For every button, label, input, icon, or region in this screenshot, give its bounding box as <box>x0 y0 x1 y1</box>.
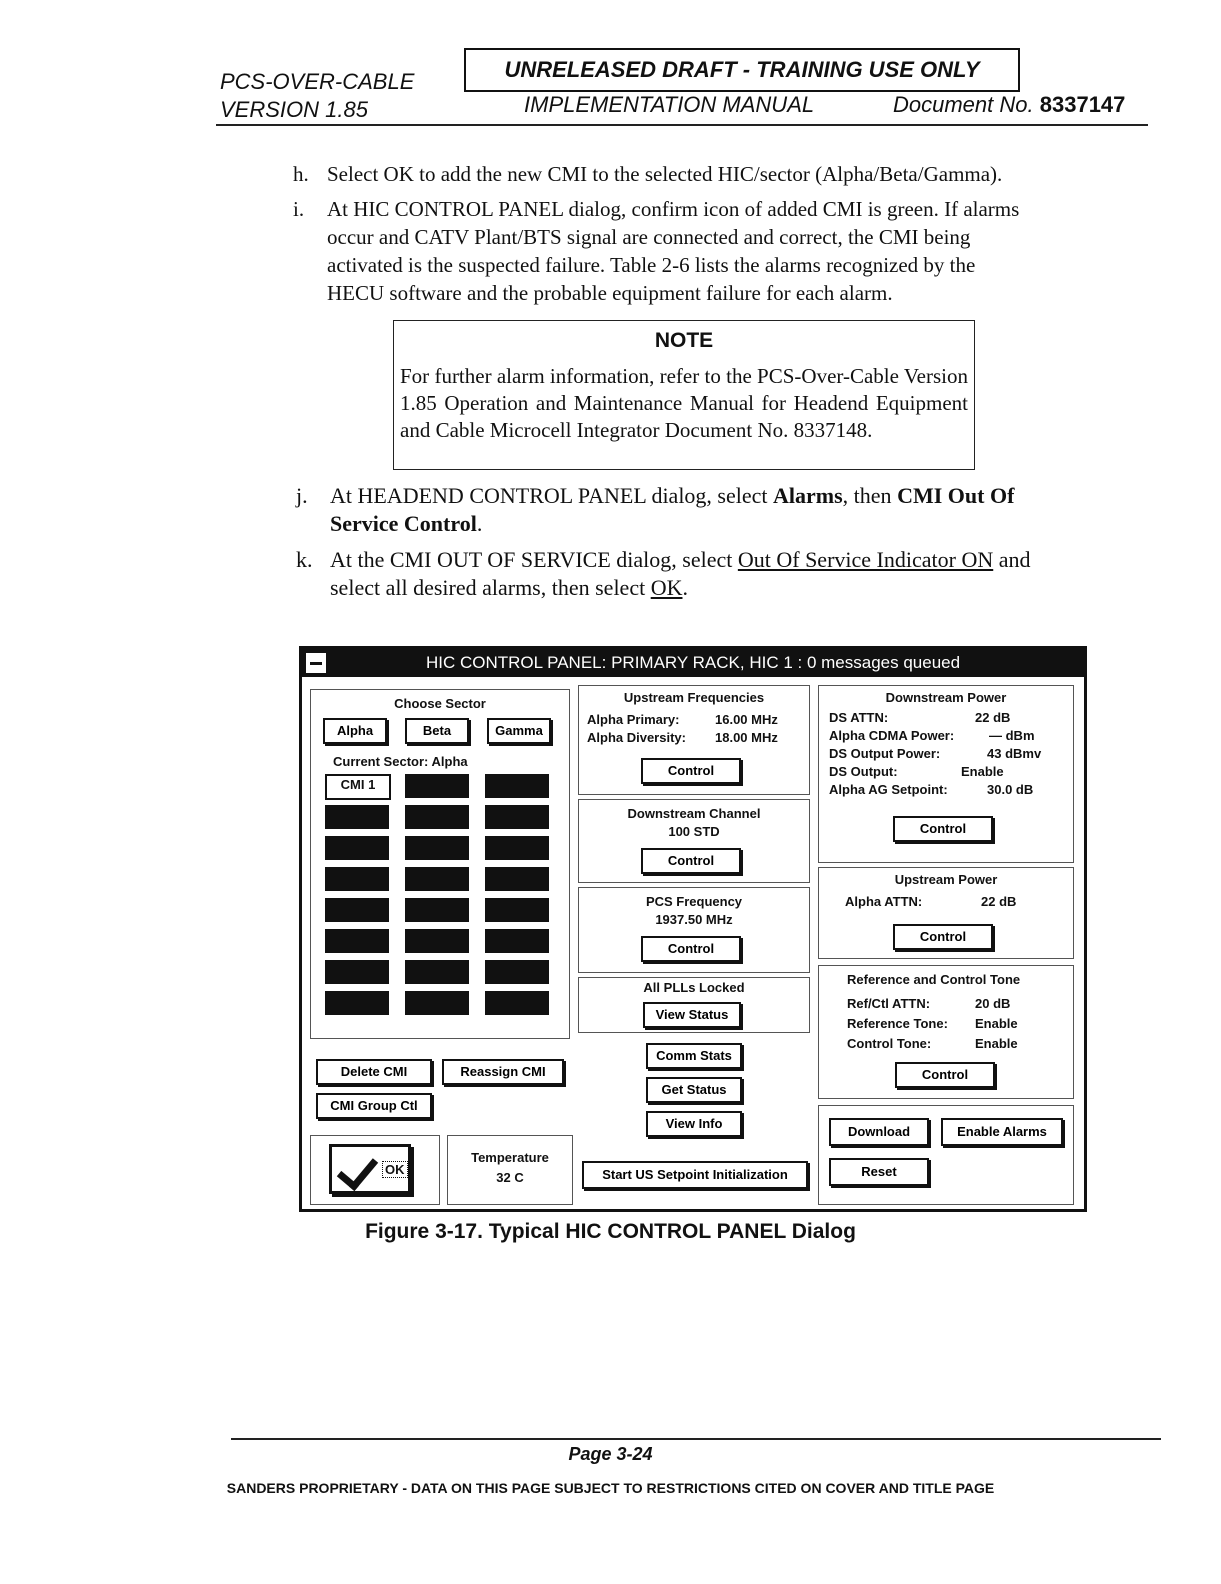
reset-button[interactable]: Reset <box>829 1158 929 1186</box>
ds-output-value: Enable <box>961 764 1004 779</box>
downstream-channel-title: Downstream Channel <box>627 806 761 821</box>
comm-stats-button[interactable]: Comm Stats <box>646 1043 742 1069</box>
cmi-slot[interactable] <box>325 898 389 922</box>
enable-alarms-button[interactable]: Enable Alarms <box>941 1118 1063 1146</box>
cmi-slot[interactable] <box>485 805 549 829</box>
ref-ctl-attn-value: 20 dB <box>975 996 1011 1011</box>
ds-output-label: DS Output: <box>829 764 898 779</box>
sector-alpha-button[interactable]: Alpha <box>323 718 387 744</box>
cmi-slot[interactable] <box>405 991 469 1015</box>
cmi-slot[interactable] <box>405 867 469 891</box>
note-body: For further alarm information, refer to the PCS-Over-Cable Version 1.85 Operation and Maintenance Manual for Headend Equipment and Cable Microcell Integrator Document No. 8337148. <box>400 364 968 442</box>
upstream-power-title: Upstream Power <box>894 872 998 887</box>
step-text: Select OK to add the new CMI to the selected HIC/sector (Alpha/Beta/Gamma). <box>327 162 1003 186</box>
step-k <box>296 546 1150 602</box>
step-label: i. <box>293 197 305 221</box>
draft-banner: UNRELEASED DRAFT - TRAINING USE ONLY <box>464 48 1020 92</box>
checkmark-icon <box>337 1148 378 1191</box>
ds-attn-value: 22 dB <box>975 710 1011 725</box>
cmi-slot[interactable] <box>485 929 549 953</box>
sector-beta-button[interactable]: Beta <box>405 718 469 744</box>
pcs-frequency-value: 1937.50 MHz <box>655 912 733 927</box>
upstream-frequencies-panel <box>578 685 810 795</box>
footer-rule <box>231 1438 1161 1440</box>
header-rule <box>216 124 1148 126</box>
cmi-slot[interactable] <box>485 774 549 798</box>
hic-control-panel-dialog <box>299 646 1087 1212</box>
alpha-diversity-label: Alpha Diversity: <box>587 730 686 745</box>
ds-output-power-label: DS Output Power: <box>829 746 941 761</box>
step-i <box>293 195 1157 307</box>
cmi-slot[interactable] <box>405 898 469 922</box>
current-sector-value: Alpha <box>431 754 468 769</box>
upstream-power-panel <box>818 867 1074 959</box>
step-text: At the CMI OUT OF SERVICE dialog, select <box>330 547 738 572</box>
reference-tone-value: Enable <box>975 1016 1018 1031</box>
step-text-line: activated is the suspected failure. Table 2-6 lists the alarms recognized by the <box>327 253 976 277</box>
step-text: . <box>476 511 483 536</box>
action-panel <box>818 1105 1074 1205</box>
downstream-power-panel <box>818 685 1074 863</box>
proprietary-notice: SANDERS PROPRIETARY - DATA ON THIS PAGE SUBJECT TO RESTRICTIONS CITED ON COVER AND TITLE PAGE <box>226 1480 995 1496</box>
note-box <box>393 320 975 470</box>
alpha-primary-value: 16.00 MHz <box>715 712 778 727</box>
pcs-frequency-panel <box>578 887 810 973</box>
cmi-slot[interactable] <box>325 836 389 860</box>
menu-reference: CMI Out Of <box>897 483 1015 508</box>
alpha-attn-value: 22 dB <box>981 894 1017 909</box>
step-text-line: HECU software and the probable equipment failure for each alarm. <box>327 281 893 305</box>
step-text-line: occur and CATV Plant/BTS signal are connected and correct, the CMI being <box>327 225 971 249</box>
reference-tone-label: Reference Tone: <box>847 1016 948 1031</box>
upstream-frequencies-title: Upstream Frequencies <box>623 690 765 705</box>
step-label: k. <box>296 547 313 572</box>
alpha-attn-label: Alpha ATTN: <box>845 894 923 909</box>
control-tone-label: Control Tone: <box>847 1036 932 1051</box>
ds-output-power-value: 43 dBmv <box>987 746 1042 761</box>
cmi-slot[interactable] <box>325 805 389 829</box>
option-reference: OK <box>650 575 683 600</box>
step-j <box>296 482 1150 538</box>
page-number: Page 3-24 <box>568 1444 653 1464</box>
step-text: . <box>682 575 688 600</box>
cmi-slot[interactable] <box>485 836 549 860</box>
cmi-slot[interactable] <box>405 805 469 829</box>
temperature-value: 32 C <box>496 1170 524 1185</box>
current-sector <box>333 754 468 769</box>
step-text: At HEADEND CONTROL PANEL dialog, select <box>330 483 774 508</box>
view-info-button[interactable]: View Info <box>646 1111 742 1137</box>
cmi-slot[interactable] <box>325 929 389 953</box>
pcs-frequency-control-button[interactable]: Control <box>641 936 741 962</box>
downstream-channel-control-button[interactable]: Control <box>641 848 741 874</box>
product-version: VERSION 1.85 <box>220 97 368 122</box>
start-us-setpoint-button[interactable]: Start US Setpoint Initialization <box>582 1161 808 1189</box>
menu-reference: Service Control <box>330 511 477 536</box>
alpha-ag-setpoint-value: 30.0 dB <box>987 782 1034 797</box>
sector-panel <box>310 689 570 1039</box>
doc-label: Document No. <box>893 92 1034 117</box>
downstream-channel-value: 100 STD <box>668 824 720 839</box>
document-header-left <box>220 68 414 124</box>
doc-number: 8337147 <box>1039 92 1126 117</box>
ok-panel <box>310 1135 440 1205</box>
ok-button[interactable] <box>329 1144 411 1194</box>
product-name: PCS-OVER-CABLE <box>220 69 415 94</box>
downstream-power-control-button[interactable]: Control <box>893 816 993 842</box>
alpha-diversity-value: 18.00 MHz <box>715 730 778 745</box>
delete-cmi-button[interactable]: Delete CMI <box>316 1059 432 1085</box>
cmi-slot[interactable] <box>405 774 469 798</box>
control-tone-value: Enable <box>975 1036 1018 1051</box>
cmi-slot[interactable] <box>405 836 469 860</box>
downstream-channel-panel <box>578 799 810 883</box>
ref-ctl-attn-label: Ref/Ctl ATTN: <box>847 996 931 1011</box>
cmi-slot[interactable] <box>485 991 549 1015</box>
menu-reference: Alarms <box>773 483 843 508</box>
downstream-power-title: Downstream Power <box>885 690 1007 705</box>
reference-control-tone-title: Reference and Control Tone <box>847 972 1021 987</box>
step-text: select all desired alarms, then select <box>330 575 651 600</box>
cmi-slot[interactable] <box>485 960 549 984</box>
pll-panel <box>578 977 810 1033</box>
ok-label: OK <box>382 1161 408 1178</box>
step-h <box>293 160 1157 188</box>
document-number <box>893 92 1125 118</box>
cmi-group-ctl-button[interactable]: CMI Group Ctl <box>316 1093 432 1119</box>
note-title: NOTE <box>654 329 714 352</box>
alpha-cdma-power-label: Alpha CDMA Power: <box>829 728 955 743</box>
temperature-label: Temperature <box>471 1150 549 1165</box>
current-sector-label: Current Sector: <box>333 754 429 769</box>
get-status-button[interactable]: Get Status <box>646 1077 742 1103</box>
alpha-cdma-power-value: — dBm <box>989 728 1035 743</box>
cmi-slot[interactable] <box>405 960 469 984</box>
choose-sector-label: Choose Sector <box>394 696 486 711</box>
cmi-slot[interactable] <box>325 991 389 1015</box>
pcs-frequency-title: PCS Frequency <box>645 894 743 909</box>
step-label: h. <box>293 162 309 186</box>
step-text: , then <box>842 483 898 508</box>
alpha-primary-label: Alpha Primary: <box>587 712 680 727</box>
alpha-ag-setpoint-label: Alpha AG Setpoint: <box>829 782 948 797</box>
cmi-slot[interactable] <box>325 867 389 891</box>
pll-status-title: All PLLs Locked <box>643 980 745 995</box>
download-button[interactable]: Download <box>829 1118 929 1146</box>
ds-attn-label: DS ATTN: <box>829 710 889 725</box>
cmi-slot[interactable] <box>485 898 549 922</box>
manual-title: IMPLEMENTATION MANUAL <box>524 92 815 117</box>
view-status-button[interactable]: View Status <box>643 1002 741 1028</box>
dialog-title: HIC CONTROL PANEL: PRIMARY RACK, HIC 1 : 0 messages queued <box>425 653 961 672</box>
reference-control-tone-panel <box>818 965 1074 1099</box>
reassign-cmi-button[interactable]: Reassign CMI <box>442 1059 564 1085</box>
cmi-slot-selected[interactable]: CMI 1 <box>325 774 391 800</box>
temperature-panel <box>447 1135 573 1205</box>
step-label: j. <box>296 483 308 508</box>
step-text-line: At HIC CONTROL PANEL dialog, confirm icon of added CMI is green. If alarms <box>327 197 1020 221</box>
dialog-titlebar <box>302 649 1084 677</box>
cmi-slot[interactable] <box>405 929 469 953</box>
reference-tone-control-button[interactable]: Control <box>895 1062 995 1088</box>
cmi-slot[interactable] <box>325 960 389 984</box>
option-reference: Out Of Service Indicator ON <box>737 547 994 572</box>
step-text: and <box>993 547 1031 572</box>
sector-gamma-button[interactable]: Gamma <box>487 718 551 744</box>
upstream-power-control-button[interactable]: Control <box>893 924 993 950</box>
cmi-slot[interactable] <box>485 867 549 891</box>
upstream-frequency-control-button[interactable]: Control <box>641 758 741 784</box>
system-menu-icon[interactable] <box>306 653 326 673</box>
figure-caption: Figure 3-17. Typical HIC CONTROL PANEL Dialog <box>365 1220 856 1243</box>
